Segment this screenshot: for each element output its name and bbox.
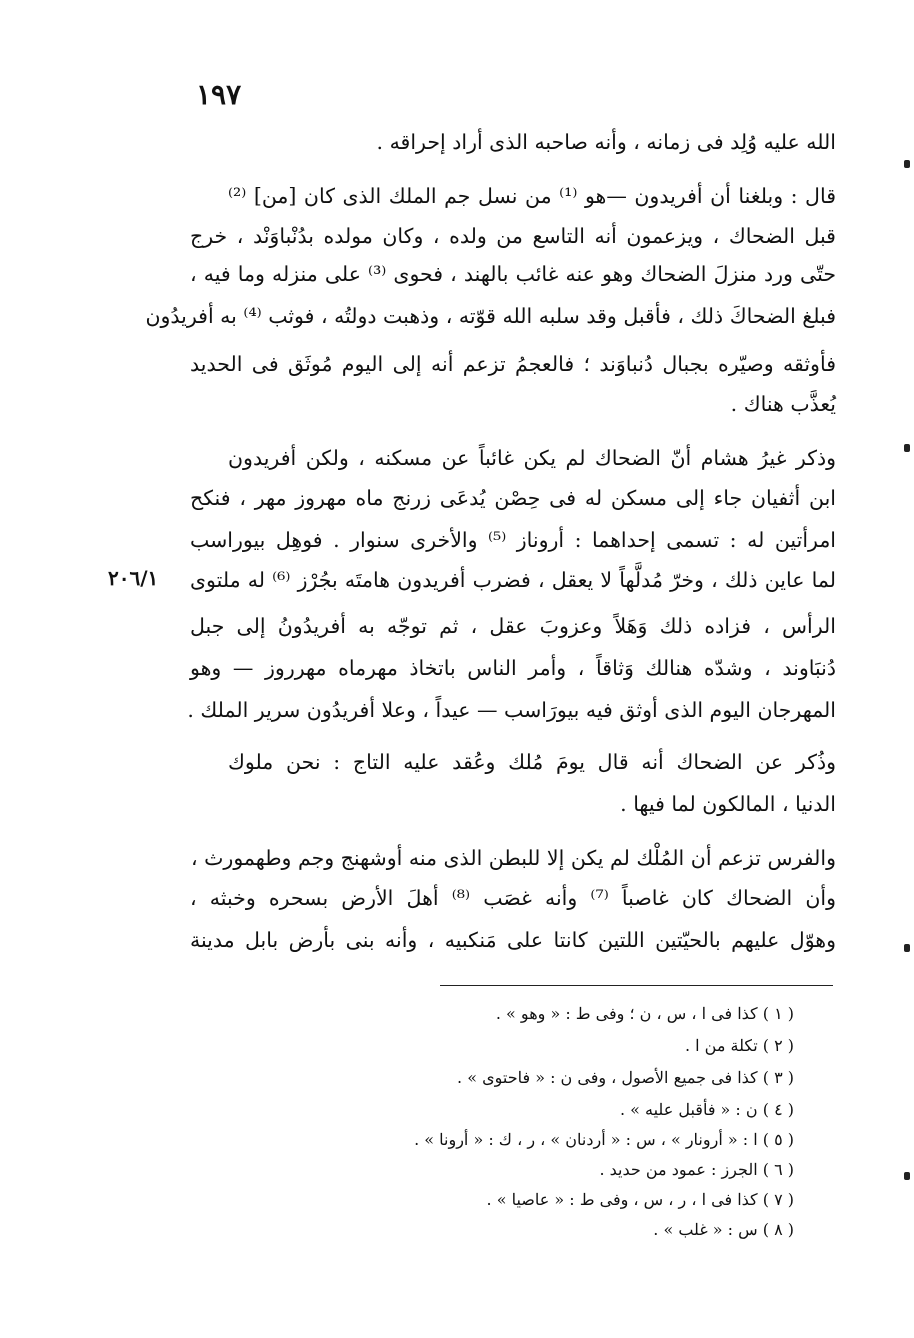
text-line: المهرجان اليوم الذى أوثق فيه بيورَاسب — عيداً ، وعلا أفريدُون سرير الملك . xyxy=(187,698,836,722)
side-reference: ٢٠٦/١ xyxy=(108,566,159,590)
footnote: ( ٤ ) ن : « فأقبل عليه » . xyxy=(619,1100,794,1119)
footnote: ( ٦ ) الجرز : عمود من حديد . xyxy=(599,1160,794,1179)
footnote: ( ٢ ) تكلة من ا . xyxy=(684,1036,794,1055)
text-line: فأوثقه وصيّره بجبال دُنباوَند ؛ فالعجمُ تزعم أنه إلى اليوم مُوثَق فى الحديد xyxy=(190,352,836,376)
footnote: ( ٣ ) كذا فى جميع الأصول ، وفى ن : « فاحتوى » . xyxy=(457,1068,794,1087)
text-line: امرأتين له : تسمى إحداهما : أروناز ⁽⁵⁾ والأخرى سنوار . فوهِل بيوراسب xyxy=(190,528,836,552)
text-line: الدنيا ، المالكون لما فيها . xyxy=(620,792,836,816)
text-line: وأن الضحاك كان غاصباً ⁽⁷⁾ وأنه غصَب ⁽⁸⁾ أهلَ الأرض بسحره وخبثه ، xyxy=(190,886,836,910)
footnote: ( ١ ) كذا فى ا ، س ، ن ؛ وفى ط : « وهو » . xyxy=(495,1004,794,1023)
text-line: وذكر غيرُ هشام أنّ الضحاك لم يكن غائباً عن مسكنه ، ولكن أفريدون xyxy=(228,446,836,470)
text-line: يُعذَّب هناك . xyxy=(730,392,836,416)
footnote-separator xyxy=(440,985,833,986)
text-line: فبلغ الضحاكَ ذلك ، فأقبل وقد سلبه الله قوّته ، وذهبت دولتُه ، فوثب ⁽⁴⁾ به أفريدُون xyxy=(145,304,836,328)
text-line: الله عليه وُلِد فى زمانه ، وأنه صاحبه الذى أراد إحراقه . xyxy=(376,130,836,154)
footnote: ( ٧ ) كذا فى ا ، ر ، س ، وفى ط : « عاصيا » . xyxy=(486,1190,794,1209)
footnote: ( ٥ ) ا : « أرونار » ، س : « أردنان » ، ر ، ك : « أرونا » . xyxy=(414,1130,794,1149)
text-line: قبل الضحاك ، ويزعمون أنه التاسع من ولده ، وكان مولده بدُنْباوَنْد ، خرج xyxy=(190,224,836,248)
text-line: وذُكر عن الضحاك أنه قال يومَ مُلك وعُقد عليه التاج : نحن ملوك xyxy=(228,750,836,774)
text-line: وهوّل عليهم بالحيّتين اللتين كانتا على مَنكبيه ، وأنه بنى بأرض بابل مدينة xyxy=(190,928,836,952)
margin-mark xyxy=(904,444,910,452)
margin-mark xyxy=(904,1172,910,1180)
text-line: قال : وبلغنا أن أفريدون —هو ⁽¹⁾ من نسل جم الملك الذى كان [من] ⁽²⁾ xyxy=(228,184,836,208)
text-line: دُنبَاوند ، وشدّه هنالك وَثاقاً ، وأمر الناس باتخاذ مهرماه مهرروز — وهو xyxy=(190,656,836,680)
text-line: حتّى ورد منزلَ الضحاك وهو عنه غائب بالهند ، فحوى ⁽³⁾ على منزله وما فيه ، xyxy=(190,262,837,286)
margin-mark xyxy=(904,944,910,952)
text-line: ابن أثفيان جاء إلى مسكن له فى حِصْن يُدعَى زرنج ماه مهروز مهر ، فنكح xyxy=(190,486,836,510)
page-number: ١٩٧ xyxy=(196,78,242,111)
margin-mark xyxy=(904,160,910,168)
footnote: ( ٨ ) س : « غلب » . xyxy=(653,1220,794,1239)
text-line: الرأس ، فزاده ذلك وَهَلاً وعزوبَ عقل ، ثم توجّه به أفريدُونُ إلى جبل xyxy=(190,614,836,638)
text-line: والفرس تزعم أن المُلْك لم يكن إلا للبطن الذى منه أوشهنج وجم وطهمورث ، xyxy=(191,846,836,870)
text-line: لما عاين ذلك ، وخرّ مُدلَّهاً لا يعقل ، فضرب أفريدون هامتَه بجُرْز ⁽⁶⁾ له ملتوى xyxy=(190,568,836,592)
